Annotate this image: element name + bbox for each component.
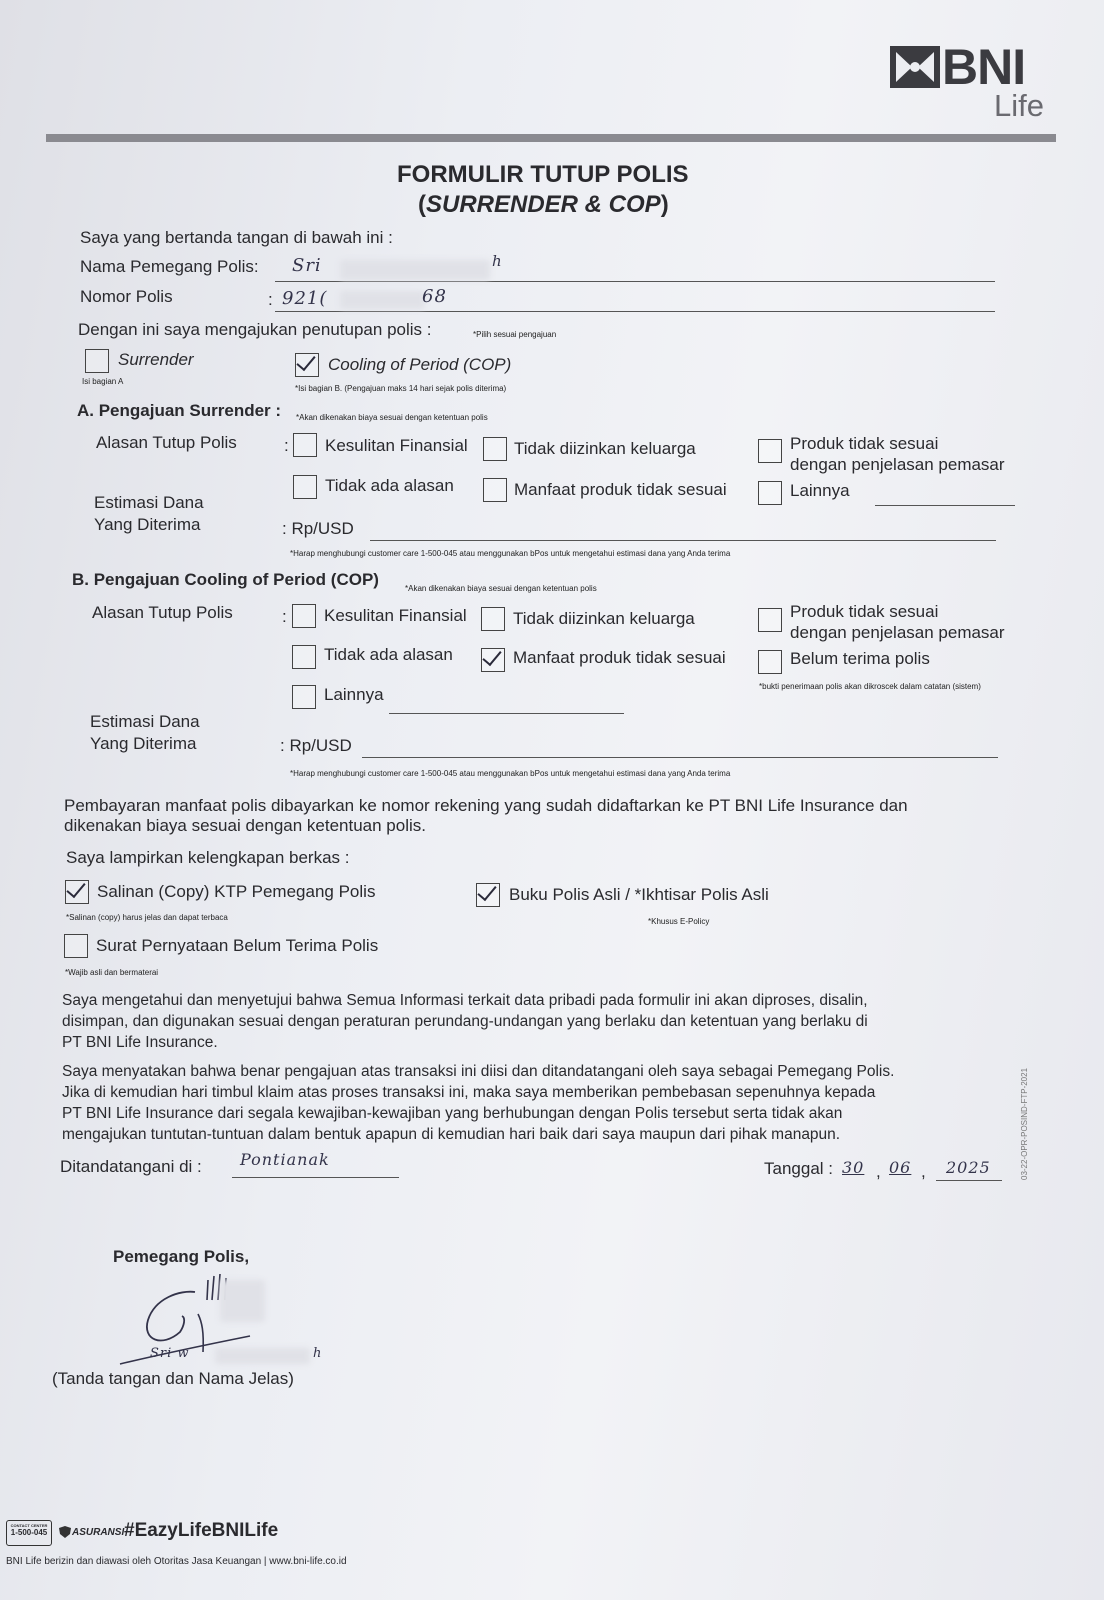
att-buku-polis-checkbox[interactable] — [476, 883, 500, 907]
request-text: Dengan ini saya mengajukan penutupan polis : — [78, 320, 432, 339]
a-kesulitan-label: Kesulitan Finansial — [325, 436, 468, 455]
a-produk-tidak-sesuai-checkbox[interactable] — [758, 439, 782, 463]
consent-p1-line-1: Saya mengetahui dan menyetujui bahwa Semua Informasi terkait data pribadi pada formulir ini akan diproses, disalin, — [62, 992, 868, 1009]
date-label: Tanggal : — [764, 1159, 833, 1178]
att-buku-polis-label: Buku Polis Asli / *Ikhtisar Polis Asli — [509, 885, 769, 904]
date-year-line — [936, 1180, 1002, 1181]
date-sep-1: , — [876, 1162, 881, 1181]
signing-place-label: Ditandatangani di : — [60, 1157, 202, 1176]
holder-name-value: Sri — [292, 255, 322, 276]
policy-number-start: 921( — [282, 288, 328, 309]
section-b-colon: : — [282, 607, 287, 626]
signature-name-end: h — [313, 1346, 323, 1361]
footer-hashtag: #EazyLifeBNILife — [124, 1520, 279, 1541]
b-belum-terima-checkbox[interactable] — [758, 650, 782, 674]
b-tidak-ada-alasan-checkbox[interactable] — [292, 645, 316, 669]
asuransi-badge — [58, 1521, 125, 1543]
b-tidak-ada-alasan-label: Tidak ada alasan — [324, 645, 453, 664]
consent-p2-line-2: Jika di kemudian hari timbul klaim atas proses transaksi ini, maka saya memberikan pembebasan sepenuhnya kepada — [62, 1084, 876, 1101]
section-a-reason-label: Alasan Tutup Polis — [96, 433, 237, 452]
b-tidak-diizinkan-checkbox[interactable] — [481, 607, 505, 631]
b-tidak-diizinkan-label: Tidak diizinkan keluarga — [513, 609, 695, 628]
b-footnote: *Harap menghubungi customer care 1-500-045 atau menggunakan bPos untuk mengetahui estimasi dana yang Anda terima — [290, 769, 731, 778]
b-produk-tidak-sesuai-checkbox[interactable] — [758, 608, 782, 632]
cop-label: Cooling of Period (COP) — [328, 355, 512, 374]
redacted-signature-name — [215, 1348, 310, 1364]
a-estimate-label-2: Yang Diterima — [94, 515, 201, 534]
header-bar — [46, 134, 1056, 142]
cop-note: *Isi bagian B. (Pengajuan maks 14 hari sejak polis diterima) — [295, 384, 507, 393]
policy-colon: : — [268, 290, 273, 309]
consent-p1-line-3: PT BNI Life Insurance. — [62, 1034, 218, 1051]
b-lainnya-checkbox[interactable] — [292, 685, 316, 709]
redacted-signature — [220, 1280, 265, 1322]
signature-name-start: Sri w — [150, 1346, 190, 1361]
contact-center-title: CONTACT CENTER — [10, 1523, 48, 1528]
surrender-note: Isi bagian A — [82, 377, 124, 386]
policy-number-line — [275, 311, 995, 312]
att-ktp-note: *Salinan (copy) harus jelas dan dapat terbaca — [66, 913, 228, 922]
consent-p1-line-2: disimpan, dan digunakan sesuai dengan peraturan perundang-undangan yang berlaku dan ketentuan yang berlaku di — [62, 1013, 868, 1030]
b-kesulitan-checkbox[interactable] — [292, 604, 316, 628]
request-note: *Pilih sesuai pengajuan — [473, 330, 557, 339]
redacted-policy — [340, 291, 425, 309]
section-a-heading: A. Pengajuan Surrender : — [77, 401, 282, 420]
surrender-checkbox[interactable] — [85, 349, 109, 373]
att-ktp-checkbox[interactable] — [65, 880, 89, 904]
b-estimate-label-1: Estimasi Dana — [90, 712, 200, 731]
b-amount-line — [362, 757, 998, 758]
signing-place-line — [232, 1177, 399, 1178]
footer-regulator: BNI Life berizin dan diawasi oleh Otoritas Jasa Keuangan | www.bni-life.co.id — [6, 1556, 347, 1567]
surrender-label: Surrender — [118, 350, 194, 369]
redacted-name — [340, 260, 490, 280]
section-a-note: *Akan dikenakan biaya sesuai dengan ketentuan polis — [296, 413, 488, 422]
payment-line-2: dikenakan biaya sesuai dengan ketentuan polis. — [64, 816, 426, 835]
a-lainnya-label: Lainnya — [790, 481, 850, 500]
a-estimate-label-1: Estimasi Dana — [94, 493, 204, 512]
b-produk-tidak-sesuai-label-1: Produk tidak sesuai — [790, 602, 939, 621]
att-surat-checkbox[interactable] — [64, 934, 88, 958]
payment-line-1: Pembayaran manfaat polis dibayarkan ke nomor rekening yang sudah didaftarkan ke PT BNI Life Insurance dan — [64, 796, 908, 815]
a-tidak-ada-alasan-checkbox[interactable] — [293, 475, 317, 499]
a-produk-tidak-sesuai-label-1: Produk tidak sesuai — [790, 434, 939, 453]
section-b-reason-label: Alasan Tutup Polis — [92, 603, 233, 622]
form-subtitle: (SURRENDER & COP) — [418, 191, 669, 218]
a-lainnya-checkbox[interactable] — [758, 481, 782, 505]
consent-p2-line-1: Saya menyatakan bahwa benar pengajuan atas transaksi ini diisi dan ditandatangani oleh saya sebagai Pemegang Polis. — [62, 1063, 895, 1080]
contact-center-number: 1-500-045 — [10, 1528, 48, 1537]
policy-number-end: 68 — [422, 286, 447, 307]
b-belum-terima-label: Belum terima polis — [790, 649, 930, 668]
intro-text: Saya yang bertanda tangan di bawah ini : — [80, 228, 393, 247]
shield-icon — [58, 1525, 72, 1539]
a-produk-tidak-sesuai-label-2: dengan penjelasan pemasar — [790, 455, 1005, 474]
b-produk-tidak-sesuai-label-2: dengan penjelasan pemasar — [790, 623, 1005, 642]
holder-name-tail: h — [492, 252, 503, 270]
date-day: 30 — [842, 1158, 865, 1177]
att-surat-label: Surat Pernyataan Belum Terima Polis — [96, 936, 379, 955]
form-title: FORMULIR TUTUP POLIS — [397, 161, 689, 188]
a-manfaat-checkbox[interactable] — [483, 478, 507, 502]
attachments-heading: Saya lampirkan kelengkapan berkas : — [66, 848, 350, 867]
a-tidak-diizinkan-checkbox[interactable] — [483, 437, 507, 461]
section-b-note: *Akan dikenakan biaya sesuai dengan ketentuan polis — [405, 584, 597, 593]
bni-emblem-icon — [890, 46, 940, 88]
a-lainnya-line — [875, 505, 1015, 506]
date-year: 2025 — [946, 1158, 991, 1177]
logo-sub: Life — [994, 88, 1044, 123]
b-lainnya-label: Lainnya — [324, 685, 384, 704]
date-sep-2: , — [921, 1162, 926, 1181]
a-footnote: *Harap menghubungi customer care 1-500-045 atau menggunakan bPos untuk mengetahui estimasi dana yang Anda terima — [290, 549, 731, 558]
b-belum-terima-note: *bukti penerimaan polis akan dikroscek dalam catatan (sistem) — [759, 682, 981, 691]
b-estimate-label-2: Yang Diterima — [90, 734, 197, 753]
bni-life-logo — [890, 40, 1060, 130]
contact-center-badge — [6, 1520, 52, 1546]
date-month: 06 — [889, 1158, 912, 1177]
att-surat-note: *Wajib asli dan bermaterai — [65, 968, 159, 977]
a-manfaat-label: Manfaat produk tidak sesuai — [514, 480, 727, 499]
section-b-heading: B. Pengajuan Cooling of Period (COP) — [72, 570, 379, 589]
b-kesulitan-label: Kesulitan Finansial — [324, 606, 467, 625]
signing-place-value: Pontianak — [240, 1150, 330, 1169]
consent-p2-line-4: mengajukan tuntutan-tuntuan dalam bentuk apapun di kemudian hari baik dari saya maupun dari pihak manapun. — [62, 1126, 841, 1143]
holder-name-label: Nama Pemegang Polis: — [80, 257, 259, 276]
logo-brand: BNI — [942, 39, 1026, 95]
a-kesulitan-checkbox[interactable] — [293, 433, 317, 457]
b-manfaat-label: Manfaat produk tidak sesuai — [513, 648, 726, 667]
policy-number-label: Nomor Polis — [80, 287, 173, 306]
b-manfaat-checkbox[interactable] — [481, 648, 505, 672]
att-buku-polis-note: *Khusus E-Policy — [648, 917, 710, 926]
b-currency: : Rp/USD — [280, 736, 352, 755]
a-tidak-ada-alasan-label: Tidak ada alasan — [325, 476, 454, 495]
signature-caption: (Tanda tangan dan Nama Jelas) — [52, 1369, 294, 1388]
cop-checkbox[interactable] — [295, 353, 319, 377]
signature-role: Pemegang Polis, — [113, 1247, 250, 1266]
a-currency: : Rp/USD — [282, 519, 354, 538]
form-code: 03-22-OPR-POSIND-FTP-2021 — [1020, 1067, 1029, 1180]
holder-name-line — [275, 281, 995, 282]
att-ktp-label: Salinan (Copy) KTP Pemegang Polis — [97, 882, 376, 901]
a-amount-line — [370, 540, 996, 541]
b-lainnya-line — [389, 713, 624, 714]
asuransi-label: ASURANSI — [72, 1527, 125, 1538]
section-a-colon: : — [284, 436, 289, 455]
consent-p2-line-3: PT BNI Life Insurance dari segala kewajiban-kewajiban yang berhubungan dengan Polis tersebut serta tidak akan — [62, 1105, 843, 1122]
a-tidak-diizinkan-label: Tidak diizinkan keluarga — [514, 439, 696, 458]
